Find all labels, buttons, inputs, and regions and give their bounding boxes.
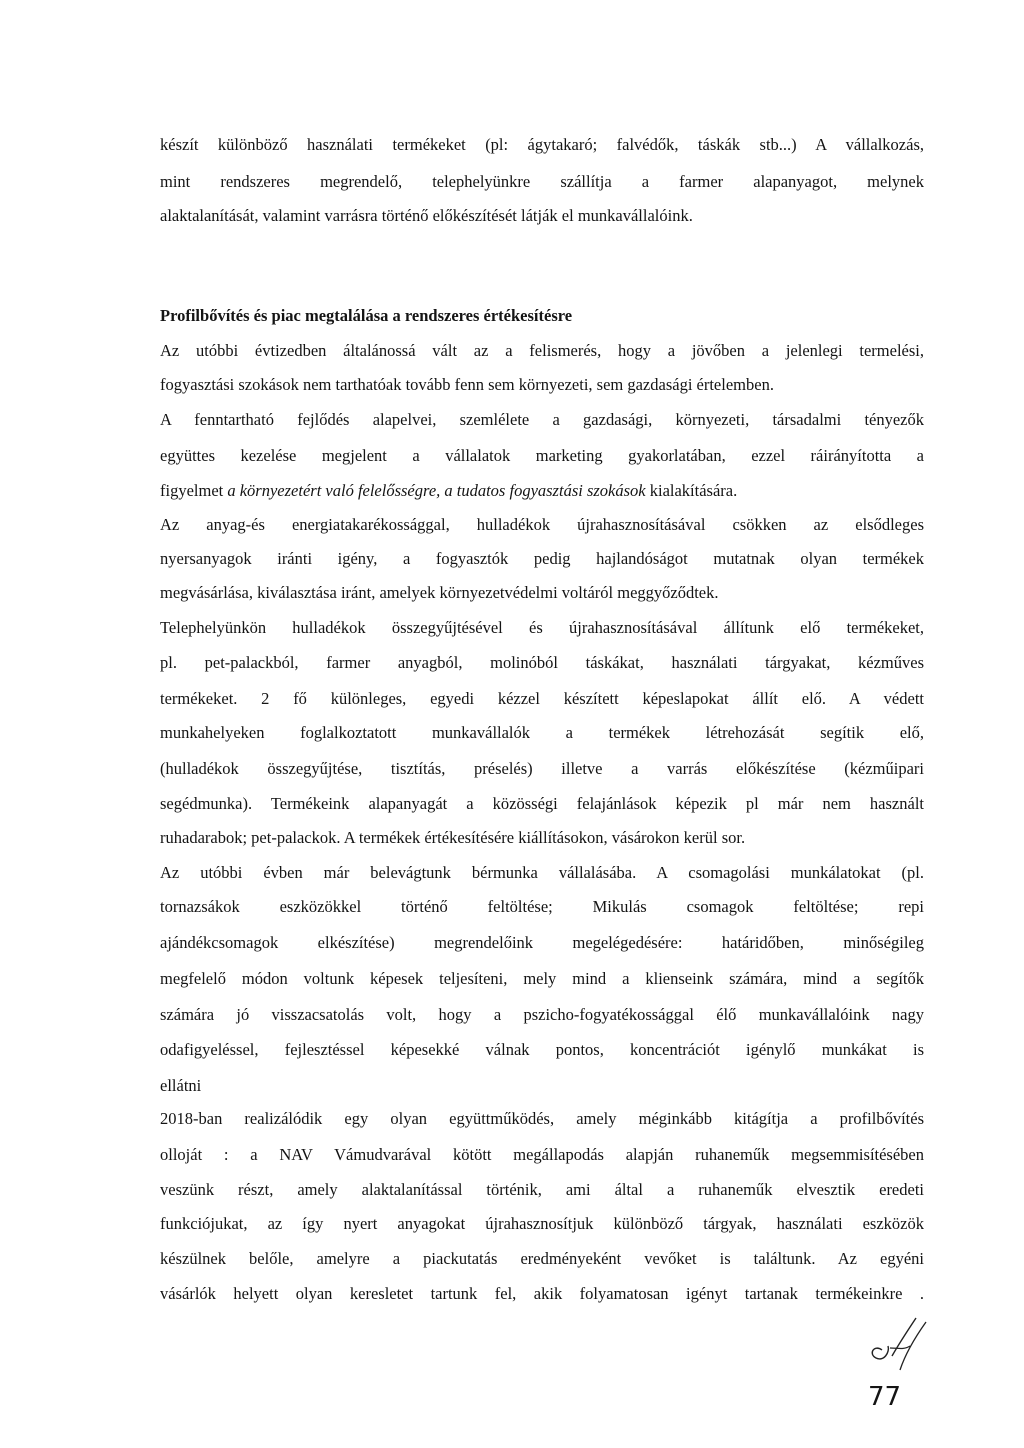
body-line-10: pl. pet-palackból, farmer anyagból, molinóból táskákat, használati tárgyakat, kézműves <box>160 653 924 672</box>
body-line-27: készülnek belőle, amelyre a piackutatás eredményeként vevőket is találtunk. Az egyéni <box>160 1249 924 1268</box>
body-line-12: munkahelyeken foglalkoztatott munkavállalók a termékek létrehozását segítik elő, <box>160 723 924 742</box>
body-line-28: vásárlók helyett olyan keresletet tartunk fel, akik folyamatosan igényt tartanak termékeinkre . <box>160 1284 924 1303</box>
body-line-25: veszünk részt, amely alaktalanítással történik, ami által a ruhaneműk elvesztik eredeti <box>160 1180 924 1199</box>
intro-line-1: készít különböző használati termékeket (pl: ágytakaró; falvédők, táskák stb...) A vállalkozás, <box>160 135 924 154</box>
body-line-italic <box>160 480 924 502</box>
body-line-15: ruhadarabok; pet-palackok. A termékek értékesítésére kiállításokon, vásárokon kerül sor. <box>160 828 746 847</box>
body-line-14: segédmunka). Termékeink alapanyagát a közösségi felajánlások képezik pl már nem használt <box>160 794 924 813</box>
body-line-3: A fenntartható fejlődés alapelvei, szemlélete a gazdasági, környezeti, társadalmi tényezők <box>160 410 924 429</box>
body-line-4: együttes kezelése megjelent a vállalatok marketing gyakorlatában, ezzel ráirányította a <box>160 446 924 465</box>
page-number: 77 <box>868 1382 902 1412</box>
body-line-6: Az anyag-és energiatakarékossággal, hulladékok újrahasznosításával csökken az elsődleges <box>160 515 924 534</box>
italic-suffix: kialakítására. <box>645 481 738 500</box>
body-line-17: tornazsákok eszközökkel történő feltöltése; Mikulás csomagok feltöltése; repi <box>160 897 924 916</box>
body-line-24: olloját : a NAV Vámudvarával kötött megállapodás alapján ruhaneműk megsemmisítésében <box>160 1145 924 1164</box>
italic-prefix: figyelmet <box>160 481 228 500</box>
body-line-21: odafigyeléssel, fejlesztéssel képesekké válnak pontos, koncentrációt igénylő munkákat is <box>160 1040 924 1059</box>
body-line-7: nyersanyagok iránti igény, a fogyasztók pedig hajlandóságot mutatnak olyan termékek <box>160 549 924 568</box>
handwritten-signature <box>860 1312 940 1382</box>
body-line-18: ajándékcsomagok elkészítése) megrendelőink megelégedésére: határidőben, minőségileg <box>160 933 924 952</box>
body-line-11: termékeket. 2 fő különleges, egyedi kézzel készített képeslapokat állít elő. A védett <box>160 689 924 708</box>
body-line-8: megvásárlása, kiválasztása iránt, amelyek környezetvédelmi voltáról meggyőződtek. <box>160 583 719 602</box>
intro-line-2: mint rendszeres megrendelő, telephelyünkre szállítja a farmer alapanyagot, melynek <box>160 172 924 191</box>
body-line-26: funkciójukat, az így nyert anyagokat újrahasznosítjuk különböző tárgyak, használati eszközök <box>160 1214 924 1233</box>
body-line-23: 2018-ban realizálódik egy olyan együttműködés, amely méginkább kitágítja a profilbővítés <box>160 1109 924 1128</box>
body-line-22: ellátni <box>160 1076 202 1095</box>
section-heading: Profilbővítés és piac megtalálása a rendszeres értékesítésre <box>160 306 573 325</box>
body-line-1: Az utóbbi évtizedben általánossá vált az a felismerés, hogy a jövőben a jelenlegi termelési, <box>160 341 924 360</box>
italic-phrase: a környezetért való felelősségre, a tudatos fogyasztási szokások <box>227 481 646 500</box>
body-line-2: fogyasztási szokások nem tarthatóak tovább fenn sem környezeti, sem gazdasági értelemben. <box>160 375 774 394</box>
body-line-19: megfelelő módon voltunk képesek teljesíteni, mely mind a klienseink számára, mind a segítők <box>160 969 924 988</box>
body-line-13: (hulladékok összegyűjtése, tisztítás, préselés) illetve a varrás előkészítése (kézműipari <box>160 759 924 778</box>
body-line-9: Telephelyünkön hulladékok összegyűjtésével és újrahasznosításával állítunk elő termékeket, <box>160 618 924 637</box>
intro-line-3: alaktalanítását, valamint varrásra történő előkészítését látják el munkavállalóink. <box>160 206 693 225</box>
body-line-20: számára jó visszacsatolás volt, hogy a pszicho-fogyatékossággal élő munkavállalóink nagy <box>160 1005 924 1024</box>
body-line-16: Az utóbbi évben már belevágtunk bérmunka vállalásába. A csomagolási munkálatokat (pl. <box>160 863 924 882</box>
